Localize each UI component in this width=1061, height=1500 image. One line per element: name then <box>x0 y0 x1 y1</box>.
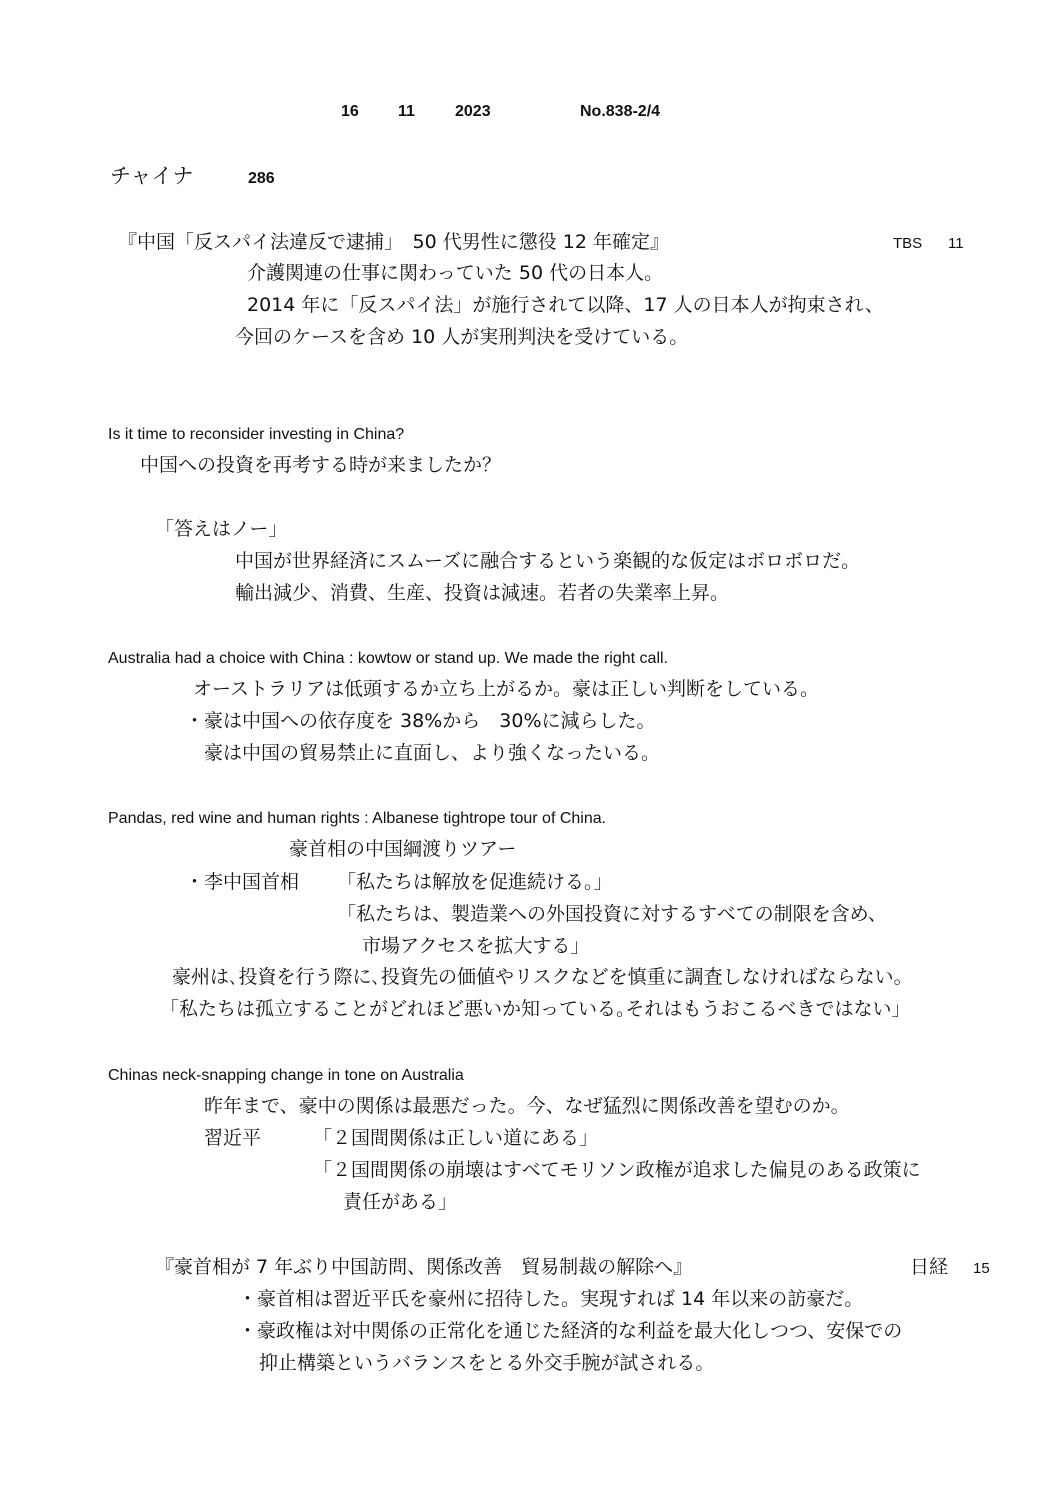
article2-answer: 「答えはノー」 <box>155 518 288 540</box>
article2-headline-en: Is it time to reconsider investing in China? <box>108 426 405 443</box>
section-title: チャイナ <box>110 164 194 188</box>
article5-headline-en: Chinas neck-snapping change in tone on Australia <box>108 1067 464 1084</box>
article4-headline-en: Pandas, red wine and human rights : Albanese tightrope tour of China. <box>108 810 607 827</box>
section-number: 286 <box>248 170 275 187</box>
article4-line-2: 「私たちは孤立することがどれほど悪いか知っている｡それはもうおこるべきではない」 <box>160 998 911 1020</box>
article1-line-3: 今回のケースを含め 10 人が実刑判決を受けている。 <box>235 326 689 348</box>
article1-source-day: 11 <box>948 235 964 252</box>
article3-line-2: 豪は中国の貿易禁止に直面し、より強くなったいる。 <box>204 742 661 764</box>
article5-quote-2b: 責任がある」 <box>343 1191 458 1213</box>
article4-line-1: 豪州は､投資を行う際に､投資先の価値やリスクなどを慎重に調査しなければならない｡ <box>172 966 904 988</box>
header-month: 11 <box>398 103 415 120</box>
article2-headline-jp: 中国への投資を再考する時が来ましたか？ <box>140 454 502 476</box>
article3-line-1: ・豪は中国への依存度を 38%から 30%に減らした。 <box>185 710 656 732</box>
article6-line-2: ・豪政権は対中関係の正常化を通じた経済的な利益を最大化しつつ、安保での <box>238 1320 903 1342</box>
article4-speaker: ・李中国首相 <box>185 871 300 893</box>
article1-line-1: 介護関連の仕事に関わっていた 50 代の日本人。 <box>247 262 664 284</box>
article5-line-1: 昨年まで、豪中の関係は最悪だった。今、なぜ猛烈に関係改善を望むのか。 <box>204 1095 850 1117</box>
article6-headline: 『豪首相が 7 年ぶり中国訪問、関係改善 貿易制裁の解除へ』 <box>155 1256 693 1278</box>
header-day: 16 <box>341 103 359 120</box>
article1-source: TBS <box>893 235 923 252</box>
article4-headline-jp: 豪首相の中国綱渡りツアー <box>289 838 517 860</box>
article5-quote-2a: 「２国間関係の崩壊はすべてモリソン政権が追求した偏見のある政策に <box>313 1159 921 1181</box>
article2-line-2: 輸出減少、消費、生産、投資は減速。若者の失業率上昇。 <box>235 582 730 604</box>
article3-headline-en: Australia had a choice with China : kowtow or stand up. We made the right call. <box>108 650 668 667</box>
article4-quote-2b: 市場アクセスを拡大する」 <box>362 935 590 957</box>
article6-line-3: 抑止構築というバランスをとる外交手腕が試される。 <box>259 1352 715 1374</box>
article2-line-1: 中国が世界経済にスムーズに融合するという楽観的な仮定はボロボロだ。 <box>235 550 861 572</box>
article6-source: 日経 <box>910 1256 949 1278</box>
article6-line-1: ・豪首相は習近平氏を豪州に招待した。実現すれば 14 年以来の訪豪だ。 <box>238 1288 864 1310</box>
header-number: No.838-2/4 <box>580 103 661 120</box>
article3-headline-jp: オーストラリアは低頭するか立ち上がるか。豪は正しい判断をしている。 <box>193 678 820 700</box>
article5-quote-1: 「２国間関係は正しい道にある」 <box>313 1127 599 1149</box>
article1-headline: 『中国「反スパイ法違反で逮捕」 50 代男性に懲役 12 年確定』 <box>118 231 669 253</box>
article4-quote-1: 「私たちは解放を促進続ける。」 <box>337 871 613 893</box>
header-year: 2023 <box>455 103 491 120</box>
article6-source-day: 15 <box>973 1260 990 1277</box>
article1-line-2: 2014 年に「反スパイ法」が施行されて以降、17 人の日本人が拘束され、 <box>247 294 884 316</box>
article5-speaker: 習近平 <box>204 1127 262 1149</box>
article4-quote-2a: 「私たちは、製造業への外国投資に対するすべての制限を含め、 <box>337 903 887 925</box>
